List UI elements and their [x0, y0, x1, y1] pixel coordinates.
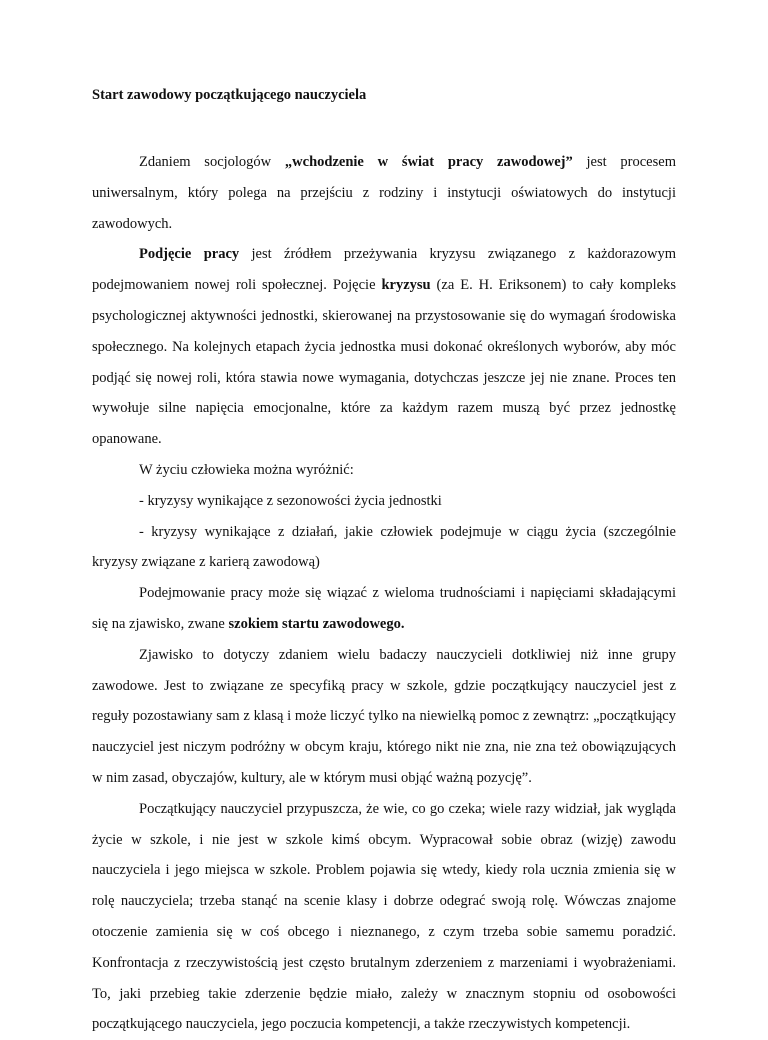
paragraph-crisis — [92, 239, 676, 455]
paragraph-crisis-emphasis-crisis: kryzysu — [381, 277, 431, 294]
document-body — [92, 147, 676, 1040]
paragraph-teachers: Zjawisko to dotyczy zdaniem wielu badaczy nauczycieli dotkliwiej niż inne grupy zawodowe. Jest to związane ze specyfiką pracy w szkole, gdzie początkujący nauczyciel jest z reguły pozostawiany sam z klasą i może liczyć tylko na niewielką pomoc z zewnątrz: „początkujący nauczyciel jest niczym podróżny w obcym kraju, którego nikt nie zna, nie zna też obowiązujących w nim zasad, obyczajów, kultury, ale w którym musi objąć ważną pozycję”. — [92, 646, 676, 786]
list-item: - kryzysy wynikające z sezonowości życia jednostki — [139, 492, 442, 509]
paragraph-intro-text-a: Zdaniem socjologów — [139, 154, 285, 170]
paragraph-beginner: Początkujący nauczyciel przypuszcza, że wie, co go czeka; wiele razy widział, jak wygląda życie w szkole, i nie jest w szkole kimś obcym. Wypracował sobie obraz (wizję) zawodu nauczyciela i jego miejsca w szkole. Problem pojawia się wtedy, kiedy rola ucznia zmienia się w rolę nauczyciela; trzeba stanąć na scenie klasy i dobrze odegrać swoją rolę. Wówczas znajome otoczenie zamienia się w coś obcego i nieznanego, z czym trzeba sobie samemu poradzić. Konfrontacja z rzeczywistością jest często brutalnym zderzeniem z marzeniami i wyobrażeniami. To, jaki przebieg takie zderzenie będzie miało, zależy w znacznym stopniu od osobowości początkującego nauczyciela, jego poczucia kompetencji, a także rzeczywistych kompetencji. — [92, 800, 676, 1033]
paragraph-shock — [92, 578, 676, 640]
paragraph-shock-emphasis: szokiem startu zawodowego. — [228, 615, 405, 632]
paragraph-crisis-text-d: (za E. H. Eriksonem) to cały kompleks psychologicznej aktywności jednostki, skierowanej na przystosowanie się do wymagań środowiska społecznego. Na kolejnych etapach życia jednostka musi dokonać określonych wyborów, aby móc podjąć się nowej roli, która stawia nowe wymagania, dotychczas jeszcze jej nie znane. Proces ten wywołuje silne napięcia emocjonalne, które za każdym razem muszą być przez jednostkę opanowane. — [92, 277, 676, 448]
paragraph-shock-text-a: Podejmowanie pracy może się wiązać z wieloma trudnościami i napięciami składającymi się na zjawisko, zwane — [92, 585, 676, 632]
paragraph-crisis-emphasis-work: Podjęcie pracy — [139, 246, 240, 263]
paragraph-intro — [92, 147, 676, 239]
document-title: Start zawodowy początkującego nauczyciela — [92, 87, 367, 103]
paragraph-intro-emphasis: „wchodzenie w świat pracy zawodowej” — [284, 154, 573, 170]
paragraph-list-intro: W życiu człowieka można wyróżnić: — [139, 461, 354, 478]
paragraph-crisis-text-b: jest źródłem przeżywania kryzysu związanego z każdorazowym podejmowaniem nowej roli społecznej. Pojęcie — [92, 246, 676, 294]
paragraph-intro-text-c: jest procesem uniwersalnym, który polega na przejściu z rodziny i instytucji oświatowych do instytucji zawodowych. — [92, 154, 676, 232]
list-item: - kryzysy wynikające z działań, jakie człowiek podejmuje w ciągu życia (szczególnie kryzysy związane z karierą zawodową) — [92, 523, 676, 571]
